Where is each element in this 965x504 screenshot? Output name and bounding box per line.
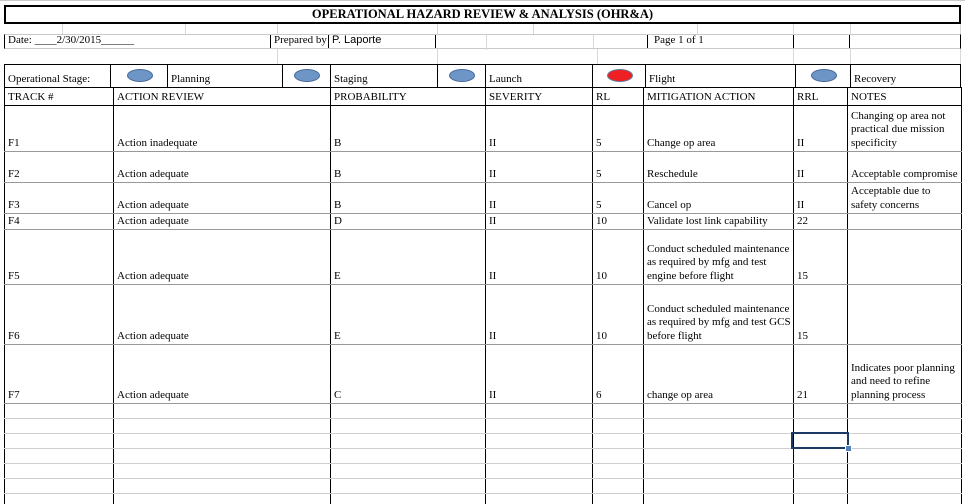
- stage-row-label-cell[interactable]: [5, 65, 111, 87]
- cell-notes[interactable]: [848, 285, 962, 345]
- cell-notes[interactable]: Acceptable due to safety concerns: [848, 183, 962, 214]
- empty-cell[interactable]: [114, 479, 331, 494]
- empty-cell[interactable]: [5, 404, 114, 419]
- empty-cell[interactable]: [331, 449, 486, 464]
- cell-track[interactable]: F4: [5, 214, 114, 230]
- col-header-rrl[interactable]: RRL: [794, 88, 848, 106]
- cell-rl[interactable]: 6: [593, 345, 644, 404]
- cell-rl[interactable]: 10: [593, 285, 644, 345]
- date-cell[interactable]: [5, 35, 271, 48]
- empty-cell[interactable]: [5, 419, 114, 434]
- cell-probability[interactable]: B: [331, 106, 486, 152]
- cell-severity[interactable]: II: [486, 183, 593, 214]
- cell-probability[interactable]: E: [331, 285, 486, 345]
- empty-row: [5, 404, 962, 419]
- empty-cell[interactable]: [794, 35, 850, 48]
- prepared-by-label: Prepared by: [274, 34, 327, 46]
- empty-cell[interactable]: [331, 419, 486, 434]
- empty-cell[interactable]: [848, 404, 962, 419]
- empty-cell[interactable]: [794, 479, 848, 494]
- empty-cell[interactable]: [644, 494, 794, 504]
- table-row: [5, 152, 962, 183]
- empty-cell[interactable]: [331, 464, 486, 479]
- gridline: [793, 24, 794, 34]
- cell-track[interactable]: F5: [5, 230, 114, 285]
- col-header-mitigation[interactable]: MITIGATION ACTION: [644, 88, 794, 106]
- cell-rrl[interactable]: II: [794, 106, 848, 152]
- empty-cell[interactable]: [5, 434, 114, 449]
- cell-probability[interactable]: E: [331, 230, 486, 285]
- cell-notes[interactable]: Indicates poor planning and need to refine planning process: [848, 345, 962, 404]
- empty-cell[interactable]: [331, 479, 486, 494]
- cell-severity[interactable]: II: [486, 152, 593, 183]
- gridline: [850, 49, 851, 64]
- empty-cell[interactable]: [848, 494, 962, 504]
- empty-cell[interactable]: [848, 464, 962, 479]
- cell-severity[interactable]: II: [486, 230, 593, 285]
- table-row: [5, 345, 962, 404]
- cell-rrl[interactable]: 15: [794, 285, 848, 345]
- gridline: [533, 24, 534, 34]
- stage-label: Planning: [171, 73, 211, 85]
- cell-action[interactable]: Action adequate: [114, 183, 331, 214]
- empty-row: [5, 494, 962, 504]
- cell-track[interactable]: F3: [5, 183, 114, 214]
- header-row: [4, 34, 961, 49]
- stage-indicator-cell[interactable]: [283, 65, 331, 87]
- empty-cell[interactable]: [5, 479, 114, 494]
- page-title: OPERATIONAL HAZARD REVIEW & ANALYSIS (OHR&A): [311, 7, 654, 21]
- cell-rrl[interactable]: II: [794, 183, 848, 214]
- empty-cell[interactable]: [848, 449, 962, 464]
- empty-cell[interactable]: [486, 494, 593, 504]
- staging-status-oval[interactable]: [294, 69, 320, 82]
- empty-cell[interactable]: [114, 434, 331, 449]
- empty-cell[interactable]: [486, 419, 593, 434]
- empty-row: [5, 479, 962, 494]
- col-header-action-review[interactable]: ACTION REVIEW: [114, 88, 331, 106]
- col-header-probability[interactable]: PROBABILITY: [331, 88, 486, 106]
- cell-notes[interactable]: [848, 230, 962, 285]
- cell-probability[interactable]: B: [331, 152, 486, 183]
- empty-cell[interactable]: [486, 434, 593, 449]
- cell-probability[interactable]: C: [331, 345, 486, 404]
- empty-cell[interactable]: [486, 479, 593, 494]
- empty-cell[interactable]: [114, 464, 331, 479]
- selected-cell-outline[interactable]: [791, 432, 849, 449]
- cell-notes[interactable]: Acceptable compromise: [848, 152, 962, 183]
- stage-row-label: Operational Stage:: [8, 73, 91, 85]
- cell-mitigation[interactable]: change op area: [644, 345, 794, 404]
- empty-cell[interactable]: [114, 494, 331, 504]
- stage-launch-cell[interactable]: [486, 65, 593, 87]
- prepared-by-label-cell[interactable]: [271, 35, 329, 48]
- empty-cell[interactable]: [436, 35, 648, 48]
- gridline: [277, 49, 278, 64]
- gridline: [437, 49, 438, 64]
- empty-cell[interactable]: [644, 419, 794, 434]
- cell-rrl[interactable]: II: [794, 152, 848, 183]
- cell-notes[interactable]: [848, 214, 962, 230]
- empty-cell[interactable]: [794, 494, 848, 504]
- cell-mitigation[interactable]: Validate lost link capability: [644, 214, 794, 230]
- cell-severity[interactable]: II: [486, 285, 593, 345]
- empty-row: [5, 464, 962, 479]
- cell-action[interactable]: Action adequate: [114, 285, 331, 345]
- stage-label: Recovery: [854, 73, 897, 85]
- stage-planning-cell[interactable]: [168, 65, 283, 87]
- empty-cell[interactable]: [114, 449, 331, 464]
- cell-notes[interactable]: Changing op area not practical due mission specificity: [848, 106, 962, 152]
- recovery-status-oval[interactable]: [811, 69, 837, 82]
- cell-track[interactable]: F7: [5, 345, 114, 404]
- cell-rl[interactable]: 5: [593, 106, 644, 152]
- empty-cell[interactable]: [644, 449, 794, 464]
- empty-cell[interactable]: [848, 419, 962, 434]
- planning-status-oval[interactable]: [127, 69, 153, 82]
- gridline: [593, 35, 594, 50]
- gridline: [486, 35, 487, 50]
- stage-staging-cell[interactable]: [331, 65, 438, 87]
- gridline: [185, 24, 186, 34]
- cell-mitigation[interactable]: Change op area: [644, 106, 794, 152]
- col-header-rl[interactable]: RL: [593, 88, 644, 106]
- empty-cell[interactable]: [794, 449, 848, 464]
- cell-rl[interactable]: 5: [593, 152, 644, 183]
- empty-cell[interactable]: [593, 464, 644, 479]
- cell-action[interactable]: Action adequate: [114, 214, 331, 230]
- empty-cell[interactable]: [848, 479, 962, 494]
- empty-cell[interactable]: [114, 404, 331, 419]
- stage-flight-cell[interactable]: [646, 65, 796, 87]
- empty-cell[interactable]: [794, 464, 848, 479]
- empty-cell[interactable]: [486, 449, 593, 464]
- launch-status-oval[interactable]: [449, 69, 475, 82]
- stage-indicator-cell[interactable]: [796, 65, 851, 87]
- empty-cell[interactable]: [486, 404, 593, 419]
- cell-severity[interactable]: II: [486, 106, 593, 152]
- stage-label: Launch: [489, 73, 522, 85]
- empty-cell[interactable]: [848, 434, 962, 449]
- page-number: Page 1 of 1: [654, 34, 704, 46]
- empty-cell[interactable]: [593, 404, 644, 419]
- cell-action[interactable]: Action adequate: [114, 230, 331, 285]
- cell-mitigation[interactable]: Conduct scheduled maintenance as required by mfg and test GCS before flight: [644, 285, 794, 345]
- cell-mitigation[interactable]: Cancel op: [644, 183, 794, 214]
- cell-rl[interactable]: 10: [593, 214, 644, 230]
- empty-cell[interactable]: [331, 404, 486, 419]
- cell-track[interactable]: F2: [5, 152, 114, 183]
- stage-indicator-cell[interactable]: [438, 65, 486, 87]
- cell-rrl[interactable]: 21: [794, 345, 848, 404]
- empty-cell[interactable]: [114, 419, 331, 434]
- empty-cell[interactable]: [5, 464, 114, 479]
- stage-label: Flight: [649, 73, 676, 85]
- cell-probability[interactable]: D: [331, 214, 486, 230]
- gridline: [437, 24, 438, 34]
- empty-row: [5, 449, 962, 464]
- col-header-track[interactable]: TRACK #: [5, 88, 114, 106]
- empty-cell[interactable]: [644, 404, 794, 419]
- cell-track[interactable]: F6: [5, 285, 114, 345]
- table-row: [5, 214, 962, 230]
- cell-mitigation[interactable]: Conduct scheduled maintenance as required by mfg and test engine before flight: [644, 230, 794, 285]
- col-header-notes[interactable]: NOTES: [848, 88, 962, 106]
- empty-cell[interactable]: [593, 479, 644, 494]
- empty-cell[interactable]: [486, 464, 593, 479]
- prepared-by-value-cell[interactable]: [329, 35, 436, 48]
- stage-indicator-cell[interactable]: [111, 65, 168, 87]
- empty-cell[interactable]: [331, 434, 486, 449]
- cell-rl[interactable]: 10: [593, 230, 644, 285]
- table-row: [5, 183, 962, 214]
- cell-rrl[interactable]: 22: [794, 214, 848, 230]
- cell-rrl[interactable]: 15: [794, 230, 848, 285]
- cell-action[interactable]: Action adequate: [114, 152, 331, 183]
- gridline: [960, 49, 961, 64]
- stage-recovery-cell[interactable]: [851, 65, 962, 87]
- empty-cell[interactable]: [593, 419, 644, 434]
- cell-probability[interactable]: B: [331, 183, 486, 214]
- cell-action[interactable]: Action inadequate: [114, 106, 331, 152]
- table-row: [5, 230, 962, 285]
- gridline: [597, 49, 598, 64]
- empty-cell[interactable]: [644, 479, 794, 494]
- table-header-row: [5, 88, 962, 106]
- empty-cell[interactable]: [5, 449, 114, 464]
- cell-severity[interactable]: II: [486, 214, 593, 230]
- date-value: Date: ____2/30/2015______: [8, 34, 135, 46]
- gridline: [850, 24, 851, 34]
- empty-cell[interactable]: [593, 449, 644, 464]
- empty-cell[interactable]: [593, 434, 644, 449]
- gridline: [960, 24, 961, 34]
- flight-status-oval[interactable]: [607, 69, 633, 82]
- empty-cell[interactable]: [5, 494, 114, 504]
- col-header-severity[interactable]: SEVERITY: [486, 88, 593, 106]
- table-row: [5, 285, 962, 345]
- prepared-by-value: P. Laporte: [332, 34, 382, 46]
- empty-cell[interactable]: [593, 494, 644, 504]
- empty-cell[interactable]: [331, 494, 486, 504]
- empty-cell[interactable]: [644, 434, 794, 449]
- fill-handle[interactable]: [845, 445, 852, 452]
- cell-severity[interactable]: II: [486, 345, 593, 404]
- table-row: [5, 106, 962, 152]
- cell-track[interactable]: F1: [5, 106, 114, 152]
- cell-mitigation[interactable]: Reschedule: [644, 152, 794, 183]
- title-cell[interactable]: [4, 5, 961, 24]
- empty-cell[interactable]: [794, 404, 848, 419]
- empty-cell[interactable]: [850, 35, 962, 48]
- cell-action[interactable]: Action adequate: [114, 345, 331, 404]
- operational-stage-row: [4, 64, 961, 87]
- page-cell[interactable]: [648, 35, 794, 48]
- stage-label: Staging: [334, 73, 368, 85]
- empty-cell[interactable]: [644, 464, 794, 479]
- stage-indicator-cell[interactable]: [593, 65, 646, 87]
- cell-rl[interactable]: 5: [593, 183, 644, 214]
- gridline: [793, 49, 794, 64]
